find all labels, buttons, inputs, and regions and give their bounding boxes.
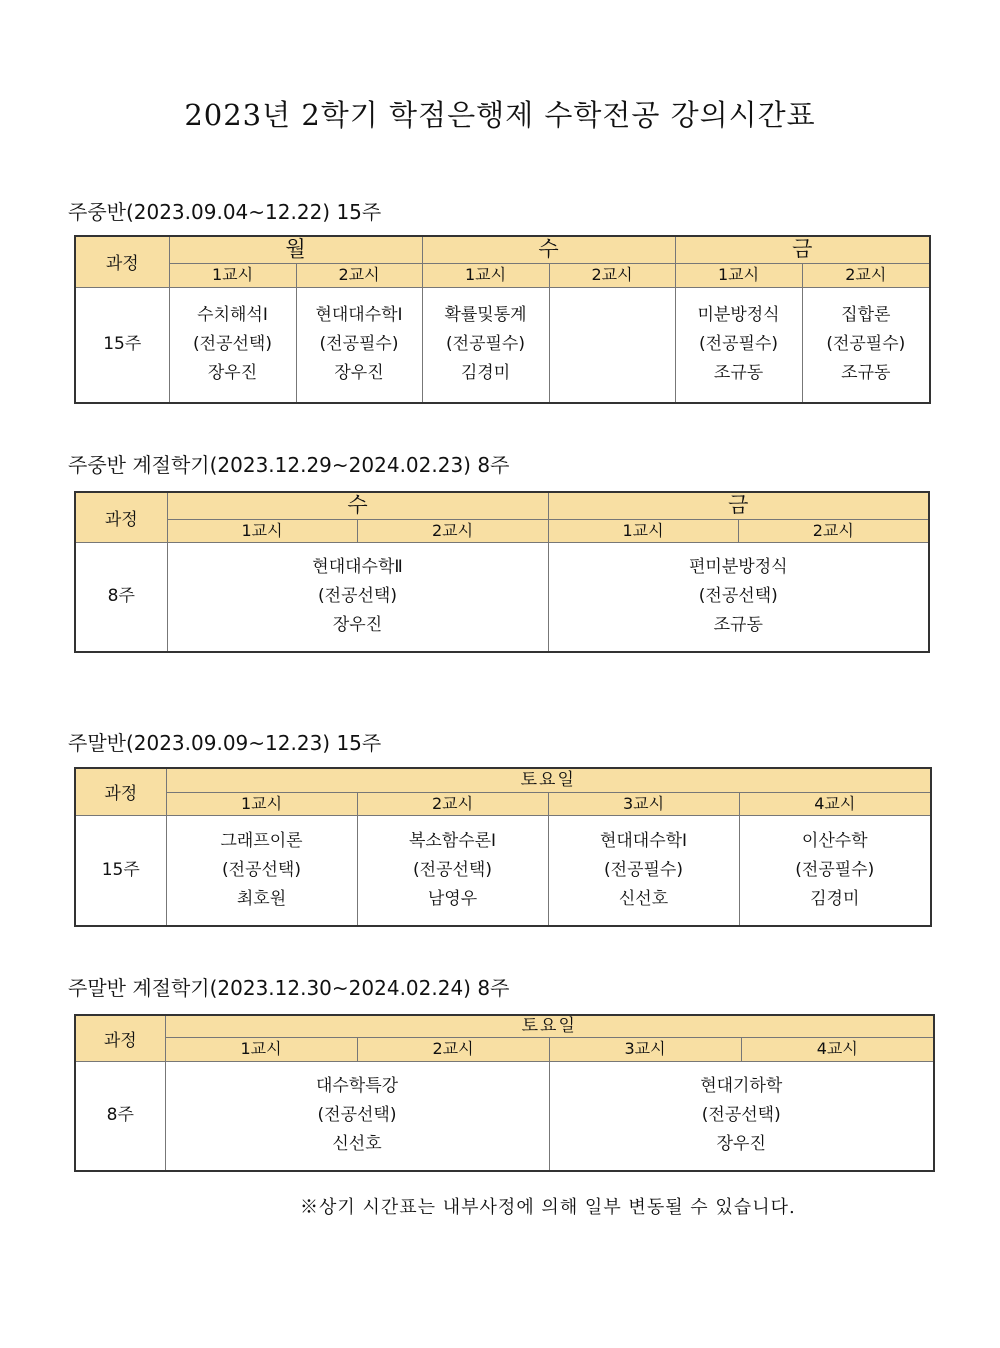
class-cell — [165, 1061, 549, 1171]
class-teacher: 장우진 — [716, 1134, 766, 1155]
class-name: 현대기하학 — [700, 1076, 783, 1097]
course-header: 과정 — [75, 768, 166, 815]
class-teacher: 조규동 — [841, 363, 891, 384]
day-header-sat: 토요일 — [166, 768, 931, 792]
period-header: 3교시 — [548, 792, 739, 815]
section-heading-weekend-seasonal: 주말반 계절학기(2023.12.30~2024.02.24) 8주 — [68, 976, 510, 1000]
class-cell — [357, 815, 548, 926]
period-header: 2교시 — [357, 1037, 549, 1061]
class-teacher: 최호원 — [236, 888, 287, 909]
timetable-weekday-seasonal — [74, 491, 930, 653]
day-header-wed: 수 — [167, 492, 548, 519]
class-type: (전공선택) — [317, 1105, 397, 1126]
class-cell — [802, 287, 930, 403]
class-name: 현대대수학Ⅱ — [312, 557, 403, 578]
class-cell — [296, 287, 422, 403]
class-cell — [675, 287, 802, 403]
row-label: 8주 — [75, 1061, 165, 1171]
class-teacher: 장우진 — [334, 363, 384, 384]
course-header: 과정 — [75, 1015, 165, 1061]
class-teacher: 조규동 — [713, 615, 763, 636]
class-type: (전공선택) — [318, 586, 397, 607]
day-header-mon: 월 — [169, 236, 422, 263]
day-header-fri: 금 — [548, 492, 929, 519]
period-header: 1교시 — [167, 519, 357, 542]
page-title: 2023년 2학기 학점은행제 수학전공 강의시간표 — [184, 98, 816, 132]
class-teacher: 김경미 — [810, 888, 860, 909]
class-teacher: 김경미 — [460, 363, 511, 384]
period-header: 1교시 — [169, 263, 296, 287]
class-name: 수치해석Ⅰ — [197, 305, 268, 326]
class-teacher: 남영우 — [427, 888, 478, 909]
class-cell — [169, 287, 296, 403]
class-cell — [549, 1061, 934, 1171]
period-header: 2교시 — [357, 792, 548, 815]
class-cell — [739, 815, 931, 926]
class-type: (전공필수) — [604, 859, 683, 880]
day-header-sat: 토요일 — [165, 1015, 934, 1037]
period-header: 4교시 — [741, 1037, 934, 1061]
class-teacher: 장우진 — [332, 615, 383, 636]
class-cell — [422, 287, 549, 403]
class-type: (전공선택) — [193, 334, 272, 355]
day-header-wed: 수 — [422, 236, 675, 263]
class-type: (전공필수) — [446, 334, 525, 355]
row-label: 15주 — [75, 815, 166, 926]
section-heading-weekday-seasonal: 주중반 계절학기(2023.12.29~2024.02.23) 8주 — [68, 453, 510, 477]
class-type: (전공필수) — [795, 859, 875, 880]
class-type: (전공선택) — [222, 859, 301, 880]
class-type: (전공필수) — [826, 334, 906, 355]
class-name: 대수학특강 — [315, 1076, 399, 1097]
period-header: 2교시 — [738, 519, 929, 542]
class-type: (전공선택) — [701, 1105, 781, 1126]
class-type: (전공필수) — [319, 334, 399, 355]
period-header: 1교시 — [165, 1037, 357, 1061]
timetable-weekend-seasonal — [74, 1014, 935, 1172]
class-cell — [548, 542, 929, 652]
period-header: 3교시 — [549, 1037, 741, 1061]
class-name: 현대대수학Ⅰ — [315, 305, 403, 326]
period-header: 4교시 — [739, 792, 931, 815]
class-name: 집합론 — [841, 305, 891, 326]
timetable-weekend — [74, 767, 932, 927]
class-name: 편미분방정식 — [689, 557, 788, 578]
class-cell-empty — [549, 287, 675, 403]
class-name: 그래프이론 — [220, 830, 303, 851]
class-teacher: 신선호 — [618, 888, 669, 909]
class-name: 현대대수학Ⅰ — [599, 830, 688, 851]
class-name: 확률및통계 — [444, 305, 527, 326]
section-heading-weekend: 주말반(2023.09.09~12.23) 15주 — [68, 731, 382, 755]
period-header: 1교시 — [675, 263, 802, 287]
class-teacher: 장우진 — [207, 363, 258, 384]
period-header: 2교시 — [357, 519, 548, 542]
class-type: (전공선택) — [413, 859, 492, 880]
period-header: 2교시 — [549, 263, 675, 287]
period-header: 1교시 — [422, 263, 549, 287]
period-header: 2교시 — [296, 263, 422, 287]
class-cell — [166, 815, 357, 926]
class-teacher: 조규동 — [713, 363, 764, 384]
period-header: 1교시 — [166, 792, 357, 815]
class-teacher: 신선호 — [332, 1134, 382, 1155]
class-cell — [548, 815, 739, 926]
section-heading-weekday: 주중반(2023.09.04~12.22) 15주 — [68, 200, 382, 224]
period-header: 2교시 — [802, 263, 930, 287]
class-cell — [167, 542, 548, 652]
row-label: 8주 — [75, 542, 167, 652]
timetable-weekday — [74, 235, 931, 404]
class-name: 미분방정식 — [697, 305, 780, 326]
period-header: 1교시 — [548, 519, 738, 542]
class-type: (전공선택) — [698, 586, 778, 607]
day-header-fri: 금 — [675, 236, 930, 263]
class-type: (전공필수) — [699, 334, 778, 355]
footnote: ※상기 시간표는 내부사정에 의해 일부 변동될 수 있습니다. — [300, 1197, 796, 1218]
row-label: 15주 — [75, 287, 169, 403]
class-name: 이산수학 — [801, 830, 868, 851]
course-header: 과정 — [75, 236, 169, 287]
class-name: 복소함수론Ⅰ — [408, 830, 497, 851]
course-header: 과정 — [75, 492, 167, 542]
